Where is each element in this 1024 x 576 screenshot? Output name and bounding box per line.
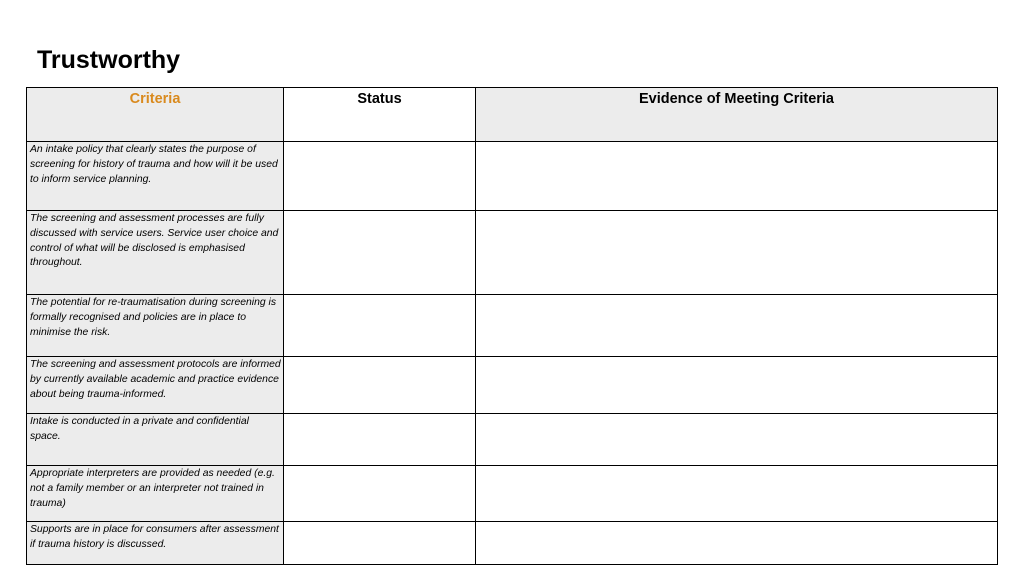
criteria-table — [26, 87, 998, 565]
page-title: Trustworthy — [37, 46, 181, 74]
criteria-cell: The screening and assessment protocols are informed by currently available academic and practice evidence about being trauma-informed. — [27, 357, 284, 414]
header-criteria — [27, 88, 284, 142]
table-header-row — [27, 88, 998, 142]
table-row — [27, 211, 998, 295]
header-criteria-label: Criteria — [129, 91, 181, 107]
table-row — [27, 357, 998, 414]
criteria-cell: The potential for re-traumatisation during screening is formally recognised and policies are in place to minimise the risk. — [27, 295, 284, 357]
evidence-cell[interactable] — [476, 142, 998, 211]
criteria-cell: Appropriate interpreters are provided as needed (e.g. not a family member or an interpreter not trained in trauma) — [27, 466, 284, 522]
status-cell[interactable] — [284, 211, 476, 295]
criteria-cell: Intake is conducted in a private and confidential space. — [27, 414, 284, 466]
evidence-cell[interactable] — [476, 414, 998, 466]
criteria-cell: Supports are in place for consumers after assessment if trauma history is discussed. — [27, 522, 284, 565]
table-row — [27, 414, 998, 466]
status-cell[interactable] — [284, 357, 476, 414]
criteria-cell: The screening and assessment processes are fully discussed with service users. Service user choice and control of what will be disclosed is emphasised throughout. — [27, 211, 284, 295]
evidence-cell[interactable] — [476, 211, 998, 295]
criteria-cell: An intake policy that clearly states the purpose of screening for history of trauma and how will it be used to inform service planning. — [27, 142, 284, 211]
table-row — [27, 522, 998, 565]
status-cell[interactable] — [284, 466, 476, 522]
evidence-cell[interactable] — [476, 357, 998, 414]
status-cell[interactable] — [284, 295, 476, 357]
header-status: Status — [284, 88, 476, 142]
evidence-cell[interactable] — [476, 466, 998, 522]
table-row — [27, 466, 998, 522]
status-cell[interactable] — [284, 142, 476, 211]
header-evidence: Evidence of Meeting Criteria — [476, 88, 998, 142]
table-row — [27, 142, 998, 211]
evidence-cell[interactable] — [476, 522, 998, 565]
evidence-cell[interactable] — [476, 295, 998, 357]
status-cell[interactable] — [284, 522, 476, 565]
table-row — [27, 295, 998, 357]
status-cell[interactable] — [284, 414, 476, 466]
